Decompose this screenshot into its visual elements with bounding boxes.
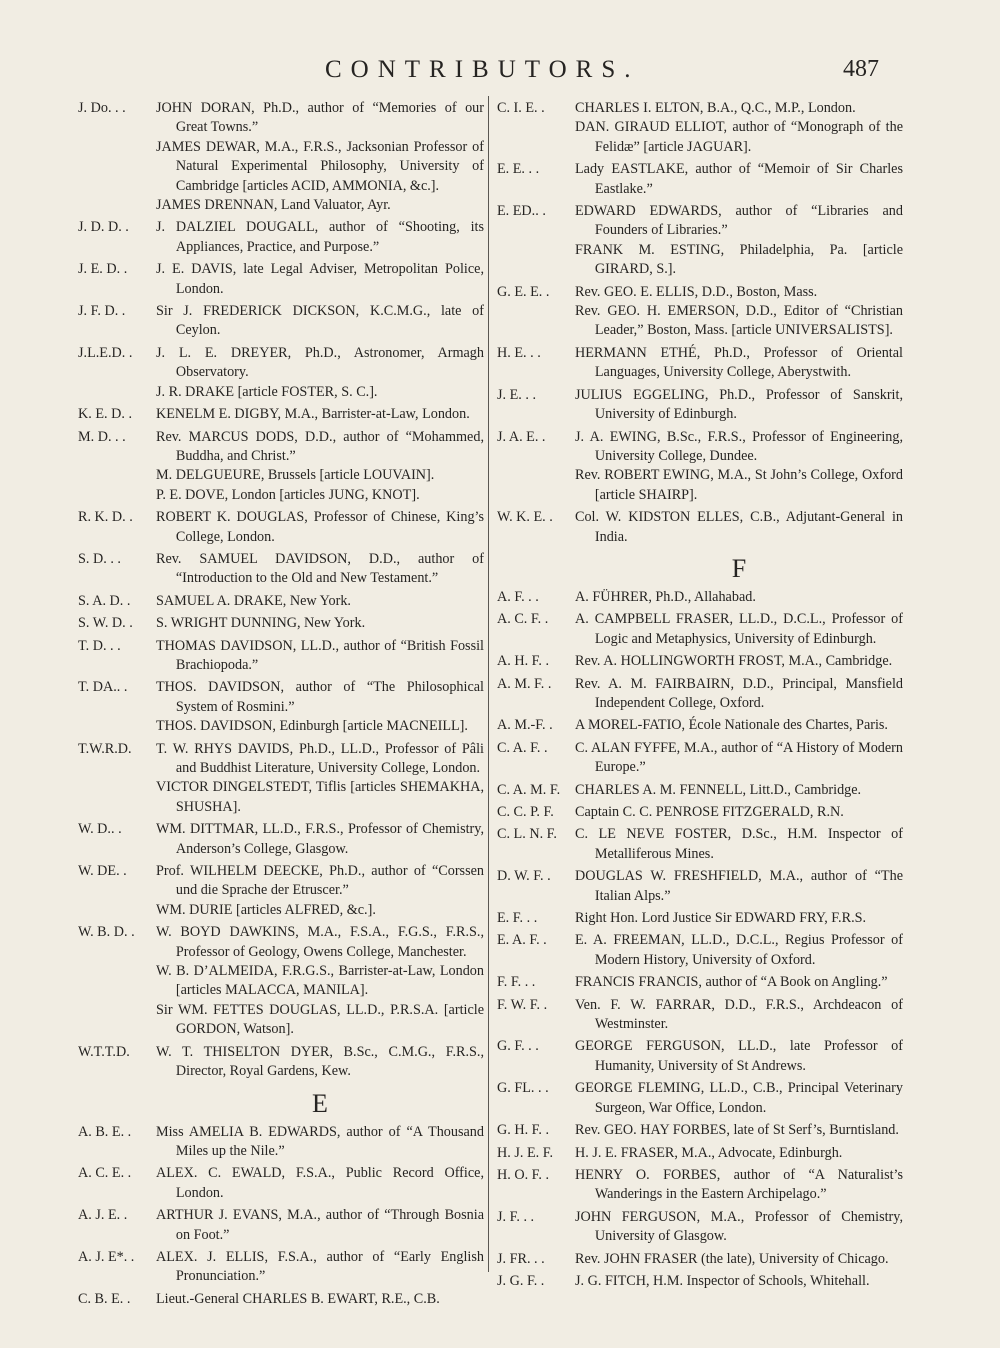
contributor-description: SAMUEL A. DRAKE, New York. [156,592,351,609]
contributor-abbreviation: E. F. . . [497,910,538,927]
contributor-abbreviation: C. C. P. F. [497,804,554,820]
contributor-description: M. DELGUEURE, Brussels [article LOUVAIN]. [156,467,435,484]
contributor-description: GEORGE FLEMING, LL.D., C.B., Principal Veterinary Surgeon, War Office, London. [575,1080,903,1116]
contributor-description: VICTOR DINGELSTEDT, Tiflis [articles SHEMAKHA, SHUSHA]. [156,779,484,815]
contributor-entry [78,99,484,138]
section-heading-f: F [731,553,747,583]
contributor-entry [78,218,484,257]
contributor-description: THOS. DAVIDSON, Edinburgh [article MACNEILL]. [156,718,468,735]
contributor-description: JAMES DEWAR, M.A., F.R.S., Jacksonian Professor of Natural Experimental Philosophy, University of Cambridge [articles ACID, AMMONIA, &c.]. [156,138,484,194]
contributor-entry [78,1043,484,1082]
contributor-entry [497,344,903,383]
contributor-description: J. L. E. DREYER, Ph.D., Astronomer, Armagh Observatory. [156,344,484,381]
contributor-description: ALEX. J. ELLIS, F.S.A., author of “Early English Pronunciation.” [156,1248,484,1285]
contributor-abbreviation: C. I. E. . [497,100,545,116]
contributor-description: W. B. D’ALMEIDA, F.R.G.S., Barrister-at-Law, London [articles MALACCA, MANILA]. [156,963,484,999]
contributor-description: ARTHUR J. EVANS, M.A., author of “Through Bosnia on Foot.” [156,1207,484,1243]
contributor-description: ALEX. C. EWALD, F.S.A., Public Record Office, London. [156,1165,484,1201]
contributor-description: Ven. F. W. FARRAR, D.D., F.R.S., Archdeacon of Westminster. [575,996,903,1033]
contributor-description: H. J. E. FRASER, M.A., Advocate, Edinburgh. [575,1144,843,1161]
contributor-description: HERMANN ETHÉ, Ph.D., Professor of Oriental Languages, University College, Aberystwith. [575,344,903,381]
contributor-abbreviation: G. H. F. . [497,1122,550,1139]
contributor-entry [78,138,484,196]
contributor-abbreviation: E. A. F. . [497,932,547,949]
contributor-description: Rev. A. HOLLINGWORTH FROST, M.A., Cambridge. [575,653,893,670]
contributor-abbreviation: G. F. . . [497,1038,539,1055]
contributor-entry [78,778,484,817]
contributor-description: Prof. WILHELM DEECKE, Ph.D., author of “Corssen und die Sprache der Etruscer.” [156,863,484,899]
contributor-description: C. LE NEVE FOSTER, D.Sc., H.M. Inspector of Metalliferous Mines. [575,826,903,862]
contributor-description: W. BOYD DAWKINS, M.A., F.S.A., F.G.S., F.R.S., Professor of Geology, Owens College, Manchester. [156,924,484,960]
contributor-entry [78,678,484,717]
contributor-entry [78,1001,484,1040]
contributor-description: Rev. MARCUS DODS, D.D., author of “Mohammed, Buddha, and Christ.” [156,428,484,464]
e-contributor-list [78,1123,484,1310]
contributor-entry [78,901,484,920]
contributor-entry [497,160,903,199]
contributor-entry [497,508,903,547]
contributor-abbreviation: W. B. D. . [78,924,135,941]
contributor-entry [497,1166,903,1205]
contributor-entry [497,716,903,735]
contributor-description: Captain C. C. PENROSE FITZGERALD, R.N. [575,804,844,820]
contributor-description: Rev. ROBERT EWING, M.A., St John’s College, Oxford [article SHAIRP]. [575,467,903,503]
left-column [78,96,484,1309]
contributor-description: A. CAMPBELL FRASER, LL.D., D.C.L., Professor of Logic and Metaphysics, University of Edinburgh. [575,611,903,647]
contributor-abbreviation: R. K. D. . [78,509,133,526]
contributor-abbreviation: H. O. F. . [497,1166,550,1183]
contributor-entry [78,717,484,736]
contributor-abbreviation: S. A. D. . [78,592,131,609]
contributor-abbreviation: A. J. E. . [78,1207,128,1224]
section-heading-e: E [312,1088,328,1118]
contributor-description: Rev. JOHN FRASER (the late), University of Chicago. [575,1250,889,1267]
contributor-abbreviation: J. FR. . . [497,1250,545,1267]
contributor-description: CHARLES I. ELTON, B.A., Q.C., M.P., London. [575,100,856,116]
contributor-entry [497,1121,903,1140]
contributor-description: KENELM E. DIGBY, M.A., Barrister-at-Law, London. [156,406,470,423]
contributor-description: Rev. SAMUEL DAVIDSON, D.D., author of “Introduction to the Old and New Testament.” [156,550,484,587]
contributor-entry [497,652,903,671]
contributor-abbreviation: G. E. E. . [497,283,550,300]
contributor-entry [78,962,484,1001]
contributor-abbreviation: A. M.-F. . [497,717,553,734]
contributor-entry [497,1208,903,1247]
contributor-abbreviation: W. D.. . [78,821,122,838]
contributor-entry [497,283,903,302]
contributor-description: ROBERT K. DOUGLAS, Professor of Chinese, King’s College, London. [156,509,484,545]
contributor-description: CHARLES A. M. FENNELL, Litt.D., Cambridge. [575,781,862,798]
contributor-entry [78,1206,484,1245]
contributor-description: WM. DURIE [articles ALFRED, &c.]. [156,901,376,918]
contributor-entry [497,996,903,1035]
contributor-abbreviation: C. A. M. F. [497,781,561,798]
contributor-abbreviation: A. H. F. . [497,653,550,670]
contributor-description: EDWARD EDWARDS, author of “Libraries and Founders of Libraries.” [575,203,903,239]
contributor-abbreviation: T. DA.. . [78,679,128,696]
contributor-description: WM. DITTMAR, LL.D., F.R.S., Professor of Chemistry, Anderson’s College, Glasgow. [156,821,484,857]
contributor-abbreviation: J. G. F. . [497,1272,545,1289]
contributor-abbreviation: J. E. . . [497,386,537,403]
contributor-description: Right Hon. Lord Justice Sir EDWARD FRY, F.R.S. [575,910,867,927]
contributor-abbreviation: A. C. E. . [78,1165,132,1182]
contributor-description: Rev. GEO. E. ELLIS, D.D., Boston, Mass. [575,283,818,300]
contributor-description: HENRY O. FORBES, author of “A Naturalist’s Wanderings in the Eastern Archipelago.” [575,1166,903,1203]
contributor-entry [497,931,903,970]
contributor-description: J. DALZIEL DOUGALL, author of “Shooting, its Appliances, Practice, and Purpose.” [156,219,484,255]
contributor-entry [78,1164,484,1203]
contributor-abbreviation: J.L.E.D. . [78,344,133,361]
contributor-entry [497,1037,903,1076]
contributor-description: GEORGE FERGUSON, LL.D., late Professor of Humanity, University of St Andrews. [575,1038,903,1074]
contributor-description: Rev. A. M. FAIRBAIRN, D.D., Principal, Mansfield Independent College, Oxford. [575,675,903,711]
contributor-entry [78,820,484,859]
contributor-description: Lieut.-General CHARLES B. EWART, R.E., C.B. [156,1290,440,1307]
contributor-description: J. R. DRAKE [article FOSTER, S. C.]. [156,383,378,400]
contributor-entry [497,825,903,864]
contributor-description: W. T. THISELTON DYER, B.Sc., C.M.G., F.R.S., Director, Royal Gardens, Kew. [156,1043,484,1080]
page-title: CONTRIBUTORS. [325,56,640,83]
contributor-description: THOMAS DAVIDSON, LL.D., author of “British Fossil Brachiopoda.” [156,637,484,673]
contributor-abbreviation: W. K. E. . [497,509,553,526]
contributor-abbreviation: D. W. F. . [497,868,551,885]
d-contributor-list [78,99,484,1082]
contributor-description: Lady EASTLAKE, author of “Memoir of Sir Charles Eastlake.” [575,161,903,197]
contributor-description: Rev. GEO. HAY FORBES, late of St Serf’s, Burntisland. [575,1122,899,1139]
contributor-description: T. W. RHYS DAVIDS, Ph.D., LL.D., Professor of Pâli and Buddhist Literature, University College, London. [156,740,484,776]
contributor-description: DOUGLAS W. FRESHFIELD, M.A., author of “The Italian Alps.” [575,868,903,904]
contributor-description: JOHN DORAN, Ph.D., author of “Memories of our Great Towns.” [156,100,484,136]
contributor-abbreviation: A. M. F. . [497,675,552,692]
contributor-abbreviation: J. F. D. . [78,303,126,320]
contributor-entry [78,383,484,402]
contributor-abbreviation: J. D. D. . [78,219,129,236]
e-contributor-list-continued [497,99,903,547]
contributor-entry [497,1144,903,1163]
contributor-description: JAMES DRENNAN, Land Valuator, Ayr. [156,197,391,214]
contributor-description: JULIUS EGGELING, Ph.D., Professor of Sanskrit, University of Edinburgh. [575,386,903,423]
contributor-description: A. FÜHRER, Ph.D., Allahabad. [575,588,756,605]
contributor-entry [78,550,484,589]
contributor-abbreviation: H. E. . . [497,344,541,361]
contributor-entry [497,610,903,649]
contributor-entry [497,1250,903,1269]
f-contributor-list [497,588,903,1291]
contributor-entry [78,637,484,676]
contributor-abbreviation: H. J. E. F. [497,1144,554,1161]
contributor-abbreviation: F. W. F. . [497,996,548,1013]
contributor-abbreviation: A. C. F. . [497,611,549,628]
contributor-description: Col. W. KIDSTON ELLES, C.B., Adjutant-General in India. [575,509,903,545]
contributor-entry [497,803,903,822]
contributor-entry [497,1079,903,1118]
contributor-entry [78,508,484,547]
contributor-abbreviation: F. F. . . [497,974,536,991]
contributor-description: Sir J. FREDERICK DICKSON, K.C.M.G., late of Ceylon. [156,303,484,339]
contributor-entry [497,739,903,778]
page-number: 487 [843,56,879,82]
right-column [497,96,903,1291]
contributor-abbreviation: W.T.T.D. [78,1043,130,1060]
contributor-entry [497,118,903,157]
contributor-description: THOS. DAVIDSON, author of “The Philosophical System of Rosmini.” [156,679,484,715]
contributor-abbreviation: E. ED.. . [497,203,546,220]
contributor-abbreviation: A. J. E*. . [78,1248,135,1265]
contributor-entry [78,302,484,341]
contributor-entry [78,405,484,424]
contributor-abbreviation: S. D. . . [78,550,121,567]
contributor-entry [497,1272,903,1291]
column-divider [488,96,489,1272]
contributor-entry [497,302,903,341]
contributor-entry [78,428,484,467]
contributor-abbreviation: J. A. E. . [497,428,546,445]
contributor-entry [78,740,484,779]
contributor-abbreviation: M. D. . . [78,428,126,445]
contributor-description: DAN. GIRAUD ELLIOT, author of “Monograph of the Felidæ” [article JAGUAR]. [575,119,903,155]
contributor-abbreviation: J. E. D. . [78,261,128,278]
contributor-entry [78,1123,484,1162]
contributor-entry [78,466,484,485]
contributor-entry [497,428,903,467]
contributor-abbreviation: E. E. . . [497,161,540,178]
contributor-description: Sir WM. FETTES DOUGLAS, LL.D., P.R.S.A. [article GORDON, Watson]. [156,1001,484,1038]
contributor-description: P. E. DOVE, London [articles JUNG, KNOT]. [156,486,420,503]
contributor-description: C. ALAN FYFFE, M.A., author of “A History of Modern Europe.” [575,739,903,776]
contributor-entry [78,196,484,215]
contributor-entry [78,1290,484,1309]
contributor-description: J. E. DAVIS, late Legal Adviser, Metropolitan Police, London. [156,261,484,297]
contributor-entry [497,867,903,906]
contributor-entry [497,588,903,607]
contributor-description: FRANCIS FRANCIS, author of “A Book on Angling.” [575,974,888,991]
contributor-entry [78,923,484,962]
contributor-entry [78,1248,484,1287]
contributor-entry [78,486,484,505]
contributor-entry [78,344,484,383]
contributor-description: FRANK M. ESTING, Philadelphia, Pa. [article GIRARD, S.]. [575,241,903,278]
contributor-abbreviation: C. A. F. . [497,739,548,756]
contributor-entry [497,675,903,714]
contributor-description: A MOREL-FATIO, École Nationale des Chartes, Paris. [575,717,888,734]
contributor-description: JOHN FERGUSON, M.A., Professor of Chemistry, University of Glasgow. [575,1208,903,1245]
contributor-abbreviation: K. E. D. . [78,406,132,423]
contributor-abbreviation: A. B. E. . [78,1123,132,1140]
contributor-description: J. A. EWING, B.Sc., F.R.S., Professor of Engineering, University College, Dundee. [575,428,903,464]
contributor-entry [497,909,903,928]
contributor-entry [497,973,903,992]
contributor-entry [497,466,903,505]
contributor-abbreviation: C. L. N. F. [497,826,557,843]
contributor-abbreviation: T.W.R.D. [78,740,132,757]
page-header [0,52,1000,92]
contributor-entry [497,781,903,800]
contributor-abbreviation: A. F. . . [497,588,539,605]
contributor-entry [78,592,484,611]
contributor-abbreviation: T. D. . . [78,637,121,654]
contributor-entry [78,862,484,901]
contributor-entry [497,99,903,118]
contributor-description: J. G. FITCH, H.M. Inspector of Schools, Whitehall. [575,1272,870,1289]
contributor-abbreviation: C. B. E. . [78,1290,131,1307]
contributor-description: Rev. GEO. H. EMERSON, D.D., Editor of “Christian Leader,” Boston, Mass. [article UNIVERSALISTS]. [575,303,903,339]
contributor-entry [78,614,484,633]
contributor-description: Miss AMELIA B. EDWARDS, author of “A Thousand Miles up the Nile.” [156,1123,484,1159]
contributor-abbreviation: W. DE. . [78,863,127,880]
contributor-abbreviation: S. W. D. . [78,615,133,632]
contributor-entry [78,260,484,299]
contributor-abbreviation: J. Do. . . [78,100,126,116]
contributor-abbreviation: J. F. . . [497,1208,535,1225]
contributor-entry [497,386,903,425]
contributor-abbreviation: G. FL. . . [497,1080,549,1097]
contributor-entry [497,241,903,280]
contributor-description: S. WRIGHT DUNNING, New York. [156,615,366,632]
contributor-entry [497,202,903,241]
contributor-description: E. A. FREEMAN, LL.D., D.C.L., Regius Professor of Modern History, University of Oxford. [575,932,903,968]
